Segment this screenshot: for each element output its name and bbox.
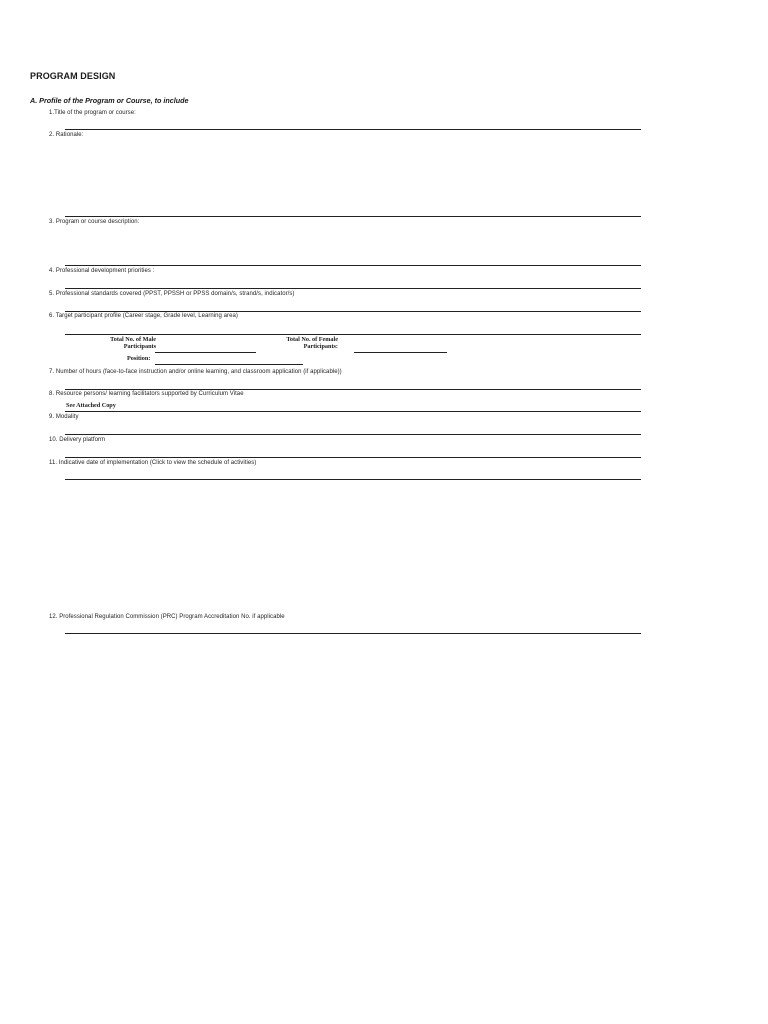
- position-label: Position:: [127, 355, 151, 362]
- item-description-label: 3. Program or course description:: [49, 219, 140, 225]
- priorities-answer-line[interactable]: [65, 288, 641, 289]
- male-participants-line1: Total No. of Male: [110, 336, 156, 343]
- participant-profile-answer-line[interactable]: [65, 334, 641, 335]
- item-delivery-label: 10. Delivery platform: [49, 437, 106, 443]
- item-resource-persons-label: 8. Resource persons/ learning facilitators supported by Curriculum Vitae: [49, 391, 244, 397]
- female-participants-label: [272, 336, 338, 350]
- description-answer-line[interactable]: [65, 265, 641, 266]
- title-answer-line[interactable]: [65, 129, 641, 130]
- item-rationale-label: 2. Rationale:: [49, 132, 84, 138]
- standards-answer-line[interactable]: [65, 311, 641, 312]
- item-participant-profile-label: 6. Target participant profile (Career stage, Grade level, Learning area): [49, 313, 238, 319]
- item-modality-label: 9. Modality: [49, 414, 79, 420]
- delivery-answer-line[interactable]: [65, 457, 641, 458]
- male-participants-label: [99, 336, 156, 350]
- resource-persons-answer-line[interactable]: [65, 411, 641, 412]
- section-heading: A. Profile of the Program or Course, to include: [30, 96, 189, 105]
- item-priorities-label: 4. Professional development priorities :: [49, 268, 155, 274]
- female-participants-line1: Total No. of Female: [286, 336, 338, 343]
- hours-answer-line[interactable]: [65, 389, 641, 390]
- page-title: PROGRAM DESIGN: [30, 71, 116, 81]
- prc-answer-line[interactable]: [65, 633, 641, 634]
- item-standards-label: 5. Professional standards covered (PPST, PPSSH or PPSS domain/s, strand/s, indicator/s): [49, 291, 295, 297]
- item-implementation-date-label[interactable]: 11. Indicative date of implementation (Click to view the schedule of activities): [49, 460, 257, 466]
- position-field[interactable]: [155, 364, 303, 365]
- male-participants-line2: Participants: [123, 343, 156, 350]
- male-participants-field[interactable]: [155, 352, 256, 353]
- implementation-date-answer-line[interactable]: [65, 479, 641, 480]
- rationale-answer-line[interactable]: [65, 216, 641, 217]
- item-prc-label: 12. Professional Regulation Commission (PRC) Program Accreditation No. if applicable: [49, 614, 285, 620]
- modality-answer-line[interactable]: [65, 434, 641, 435]
- item-hours-label: 7. Number of hours (face-to-face instruction and/or online learning, and classroom application (if applicable)): [49, 369, 342, 375]
- female-participants-line2: Participants:: [303, 343, 338, 350]
- female-participants-field[interactable]: [354, 352, 447, 353]
- see-attached-copy: See Attached Copy: [66, 402, 116, 409]
- item-title-label: 1.Title of the program or course:: [49, 110, 136, 116]
